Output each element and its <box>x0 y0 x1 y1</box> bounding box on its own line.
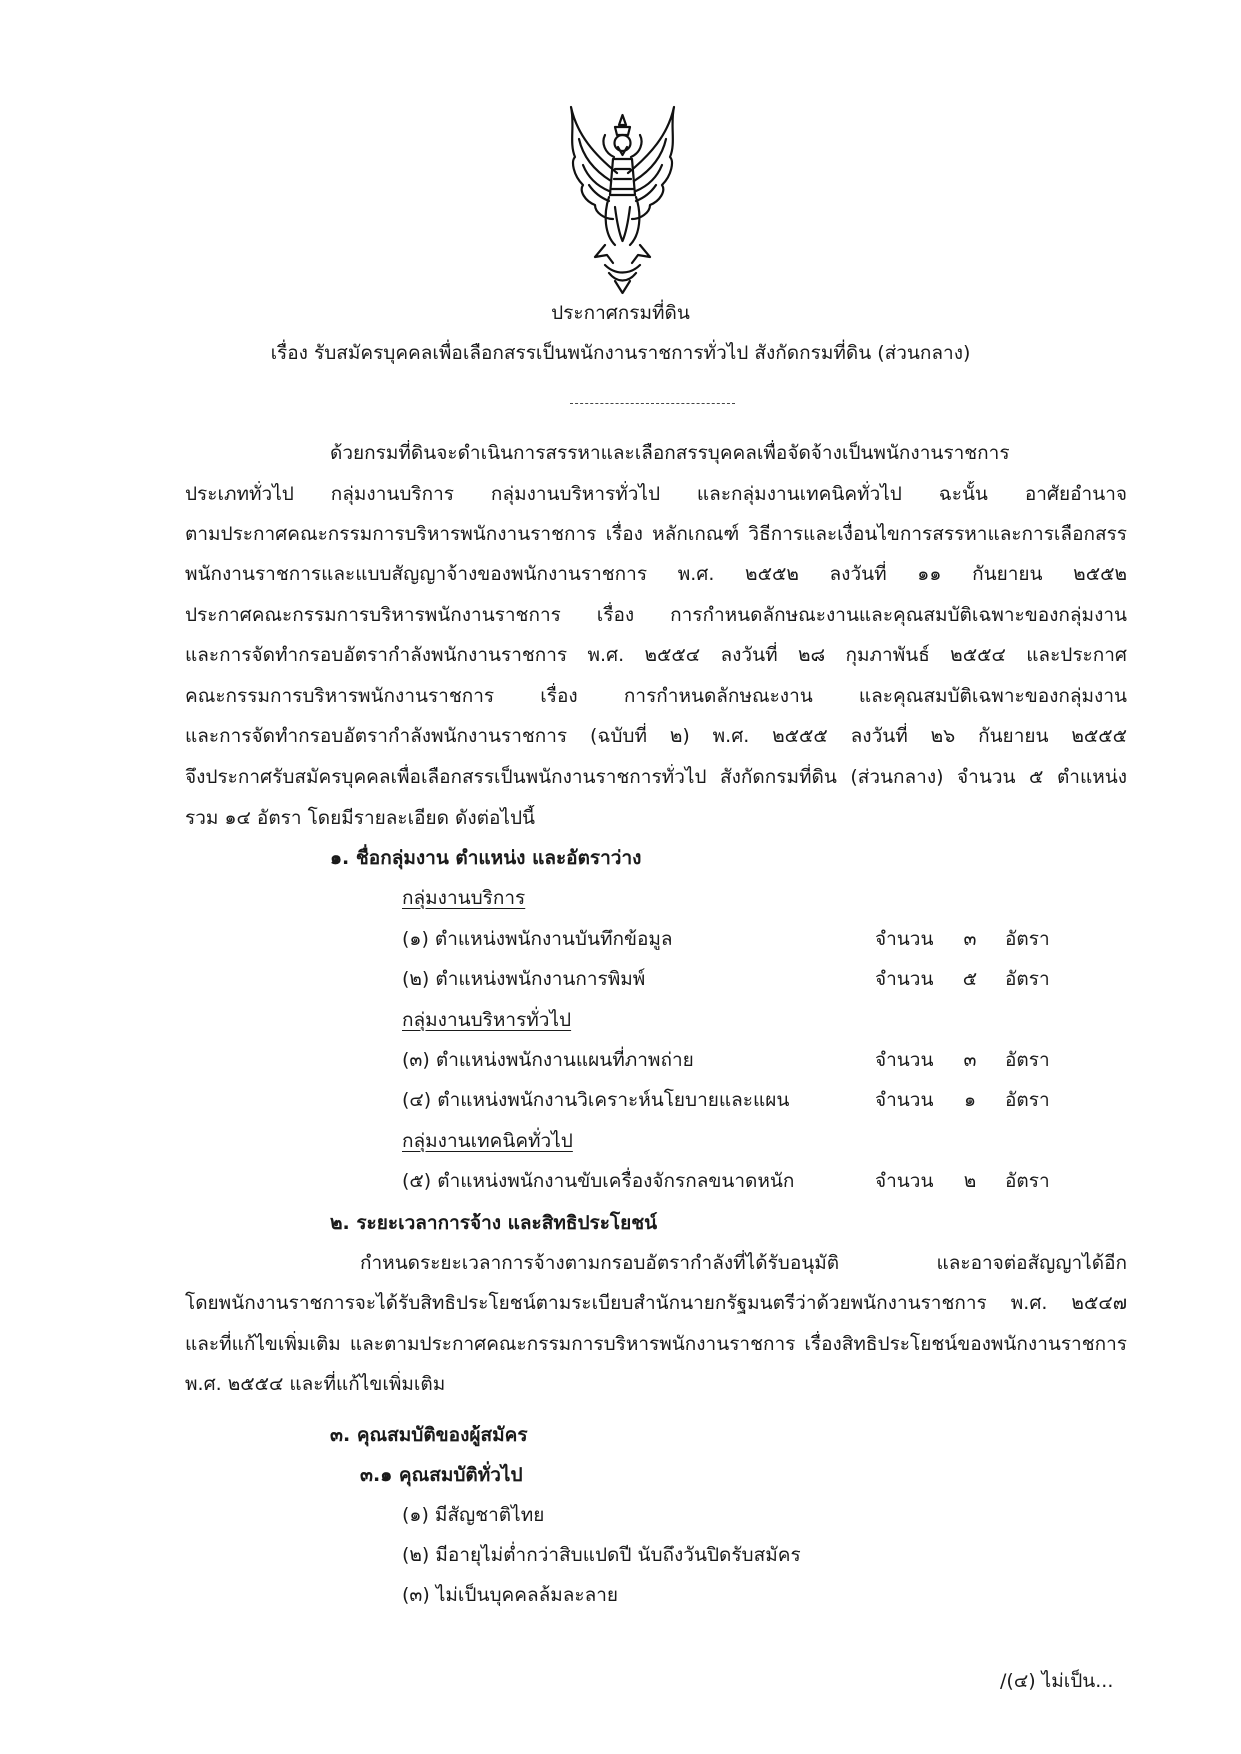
section2-line: และที่แก้ไขเพิ่มเติม และตามประกาศคณะกรรมการบริหารพนักงานราชการ เรื่องสิทธิประโยชน์ของพนักงานราชการ <box>185 1333 1127 1355</box>
section2-line: โดยพนักงานราชการจะได้รับสิทธิประโยชน์ตามระเบียบสำนักนายกรัฐมนตรีว่าด้วยพนักงานราชการ พ.ศ. ๒๕๔๗ <box>185 1292 1127 1314</box>
page-title: ประกาศกรมที่ดิน <box>551 302 690 324</box>
section3-subheading: ๓.๑ คุณสมบัติทั่วไป <box>360 1464 523 1486</box>
intro-line: ด้วยกรมที่ดินจะดำเนินการสรรหาและเลือกสรรบุคคลเพื่อจัดจ้างเป็นพนักงานราชการ <box>330 442 1010 464</box>
position-amount: ๓ <box>963 1049 977 1071</box>
intro-line: จึงประกาศรับสมัครบุคคลเพื่อเลือกสรรเป็นพนักงานราชการทั่วไป สังกัดกรมที่ดิน (ส่วนกลาง) จำนวน ๕ ตำแหน่ง <box>185 766 1127 788</box>
section2-line: กำหนดระยะเวลาการจ้างตามกรอบอัตรากำลังที่ได้รับอนุมัติ และอาจต่อสัญญาได้อีก <box>360 1252 1127 1274</box>
position-unit: อัตรา <box>1005 1049 1050 1071</box>
position-unit: อัตรา <box>1005 928 1050 950</box>
position-label: (๔) ตำแหน่งพนักงานวิเคราะห์นโยบายและแผน <box>402 1089 790 1111</box>
document-subject: เรื่อง รับสมัครบุคคลเพื่อเลือกสรรเป็นพนักงานราชการทั่วไป สังกัดกรมที่ดิน (ส่วนกลาง) <box>270 342 971 364</box>
title-divider <box>570 403 735 404</box>
position-amount-label: จำนวน <box>875 968 934 990</box>
intro-line: และการจัดทำกรอบอัตรากำลังพนักงานราชการ (ฉบับที่ ๒) พ.ศ. ๒๕๕๕ ลงวันที่ ๒๖ กันยายน ๒๕๕๕ <box>185 725 1127 747</box>
position-amount: ๕ <box>962 968 978 990</box>
section3-heading: ๓. คุณสมบัติของผู้สมัคร <box>330 1424 528 1446</box>
position-label: (๑) ตำแหน่งพนักงานบันทึกข้อมูล <box>402 928 673 950</box>
group-heading-general-admin: กลุ่มงานบริหารทั่วไป <box>402 1009 572 1031</box>
position-amount-label: จำนวน <box>875 1049 934 1071</box>
intro-line: ประกาศคณะกรรมการบริหารพนักงานราชการ เรื่อง การกำหนดลักษณะงานและคุณสมบัติเฉพาะของกลุ่มงาน <box>185 604 1127 626</box>
page-continuation: /(๔) ไม่เป็น... <box>1000 1670 1114 1692</box>
position-amount-label: จำนวน <box>875 1089 934 1111</box>
section2-line: พ.ศ. ๒๕๕๔ และที่แก้ไขเพิ่มเติม <box>185 1373 446 1395</box>
group-heading-general-technical: กลุ่มงานเทคนิคทั่วไป <box>402 1130 573 1152</box>
position-amount-label: จำนวน <box>875 1170 934 1192</box>
intro-line: รวม ๑๔ อัตรา โดยมีรายละเอียด ดังต่อไปนี้ <box>185 807 536 829</box>
qualification-item: (๑) มีสัญชาติไทย <box>402 1504 545 1526</box>
position-label: (๕) ตำแหน่งพนักงานขับเครื่องจักรกลขนาดหนัก <box>402 1170 795 1192</box>
intro-line: และการจัดทำกรอบอัตรากำลังพนักงานราชการ พ.ศ. ๒๕๕๔ ลงวันที่ ๒๘ กุมภาพันธ์ ๒๕๕๔ และประกาศ <box>185 644 1127 666</box>
section2-heading: ๒. ระยะเวลาการจ้าง และสิทธิประโยชน์ <box>330 1212 658 1234</box>
intro-line: ตามประกาศคณะกรรมการบริหารพนักงานราชการ เรื่อง หลักเกณฑ์ วิธีการและเงื่อนไขการสรรหาและการเลือกสรร <box>185 523 1127 545</box>
position-label: (๒) ตำแหน่งพนักงานการพิมพ์ <box>402 968 646 990</box>
position-unit: อัตรา <box>1005 968 1050 990</box>
position-amount: ๓ <box>963 928 977 950</box>
qualification-item: (๒) มีอายุไม่ต่ำกว่าสิบแปดปี นับถึงวันปิดรับสมัคร <box>402 1544 801 1566</box>
position-amount-label: จำนวน <box>875 928 934 950</box>
position-label: (๓) ตำแหน่งพนักงานแผนที่ภาพถ่าย <box>402 1049 694 1071</box>
section1-heading: ๑. ชื่อกลุ่มงาน ตำแหน่ง และอัตราว่าง <box>330 847 642 869</box>
qualification-item: (๓) ไม่เป็นบุคคลล้มละลาย <box>402 1584 619 1606</box>
intro-line: คณะกรรมการบริหารพนักงานราชการ เรื่อง การกำหนดลักษณะงาน และคุณสมบัติเฉพาะของกลุ่มงาน <box>185 685 1127 707</box>
garuda-emblem-icon <box>565 95 680 295</box>
position-amount: ๒ <box>963 1170 977 1192</box>
position-amount: ๑ <box>963 1089 977 1111</box>
position-unit: อัตรา <box>1005 1089 1050 1111</box>
group-heading-service: กลุ่มงานบริการ <box>402 887 526 909</box>
position-unit: อัตรา <box>1005 1170 1050 1192</box>
intro-line: พนักงานราชการและแบบสัญญาจ้างของพนักงานราชการ พ.ศ. ๒๕๕๒ ลงวันที่ ๑๑ กันยายน ๒๕๕๒ <box>185 563 1127 585</box>
intro-line: ประเภททั่วไป กลุ่มงานบริการ กลุ่มงานบริหารทั่วไป และกลุ่มงานเทคนิคทั่วไป ฉะนั้น อาศัยอำนาจ <box>185 483 1127 505</box>
